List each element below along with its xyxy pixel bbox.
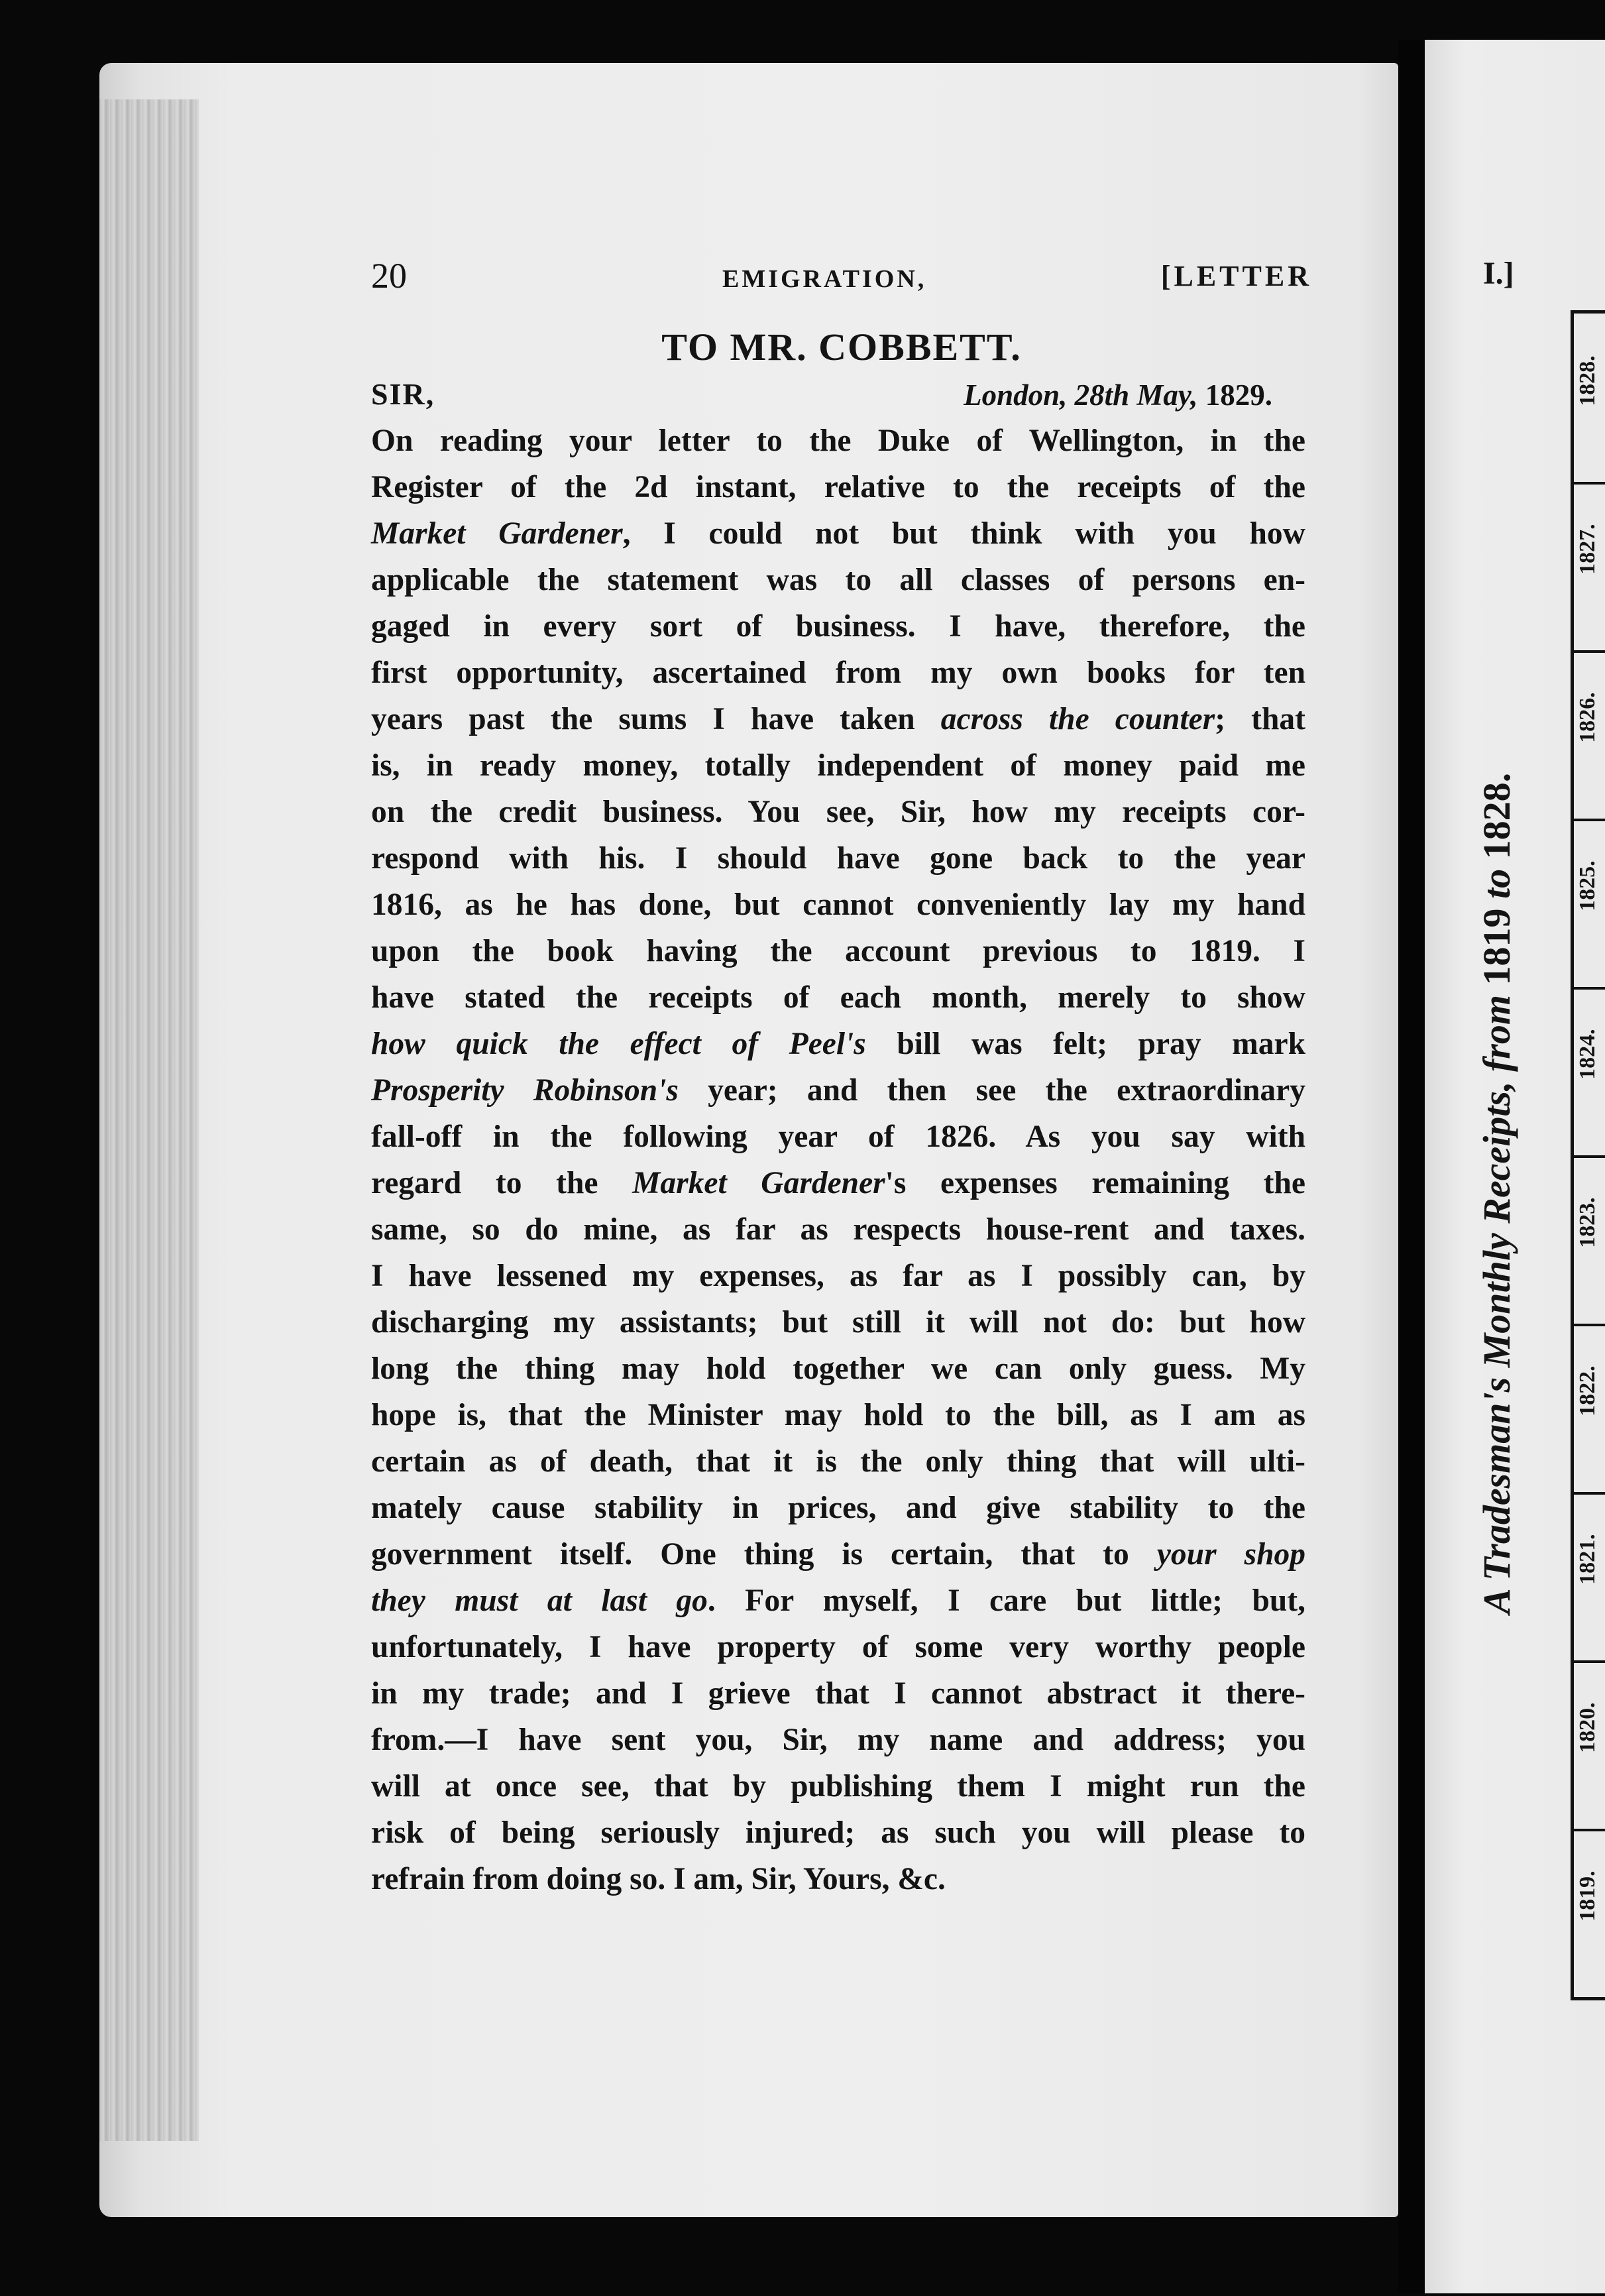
page-number: 20 xyxy=(371,256,407,296)
letter-body xyxy=(371,418,1305,1902)
dateline-year: 1829. xyxy=(1205,378,1272,412)
year-column-label: 1828. xyxy=(1575,355,1600,406)
column-separator xyxy=(1574,1155,1605,1158)
year-column-label: 1823. xyxy=(1575,1197,1600,1248)
body-line: will at once see, that by publishing them I might run the xyxy=(371,1769,1305,1804)
year-column-label: 1824. xyxy=(1575,1029,1600,1080)
body-line: have stated the receipts of each month, merely to show xyxy=(371,980,1305,1015)
column-separator xyxy=(1574,1660,1605,1663)
body-line: same, so do mine, as far as respects house-rent and taxes. xyxy=(371,1212,1305,1247)
body-line: years past the sums I have taken across the counter; that xyxy=(371,702,1305,736)
body-line: 1816, as he has done, but cannot conveniently lay my hand xyxy=(371,888,1305,922)
column-separator xyxy=(1574,1829,1605,1831)
body-line: unfortunately, I have property of some very worthy people xyxy=(371,1630,1305,1664)
dateline xyxy=(914,378,1272,412)
body-line: certain as of death, that it is the only thing that will ulti- xyxy=(371,1444,1305,1479)
body-line: discharging my assistants; but still it will not do: but how xyxy=(371,1305,1305,1340)
caption-start-year: 1819 xyxy=(1475,908,1518,986)
body-line: how quick the effect of Peel's bill was felt; pray mark xyxy=(371,1027,1305,1061)
column-separator xyxy=(1574,1492,1605,1495)
salutation: SIR, xyxy=(371,377,435,411)
body-line: gaged in every sort of business. I have, therefore, the xyxy=(371,609,1305,644)
dateline-day: 28th May, xyxy=(1074,378,1198,412)
year-column-label: 1826. xyxy=(1575,692,1600,743)
body-line: respond with his. I should have gone back to the year xyxy=(371,841,1305,876)
column-separator xyxy=(1574,819,1605,821)
body-line: Market Gardener, I could not but think with you how xyxy=(371,516,1305,551)
body-line: fall-off in the following year of 1826. As you say with xyxy=(371,1119,1305,1154)
body-line: regard to the Market Gardener's expenses remaining the xyxy=(371,1166,1305,1200)
body-line: first opportunity, ascertained from my own books for ten xyxy=(371,656,1305,690)
body-line: long the thing may hold together we can only guess. My xyxy=(371,1351,1305,1386)
caption-end-year: 1828. xyxy=(1475,772,1518,859)
letter-heading: TO MR. COBBETT. xyxy=(661,325,1022,369)
body-line: on the credit business. You see, Sir, how my receipts cor- xyxy=(371,795,1305,829)
caption-part2: to xyxy=(1475,858,1518,909)
caption-part1: A Tradesman's Monthly Receipts, from xyxy=(1475,985,1518,1614)
running-title: EMIGRATION, xyxy=(722,265,927,293)
year-column-label: 1820. xyxy=(1575,1702,1600,1753)
body-line: applicable the statement was to all classes of persons en- xyxy=(371,563,1305,597)
column-separator xyxy=(1574,482,1605,485)
body-line: refrain from doing so. I am, Sir, Yours, &c. xyxy=(371,1862,946,1896)
year-column-label: 1819. xyxy=(1575,1870,1600,1922)
year-column-label: 1827. xyxy=(1575,524,1600,575)
body-line: mately cause stability in prices, and give stability to the xyxy=(371,1491,1305,1525)
body-line: risk of being seriously injured; as such you will please to xyxy=(371,1815,1305,1850)
body-line: government itself. One thing is certain, that to your shop xyxy=(371,1537,1305,1572)
column-separator xyxy=(1574,1324,1605,1326)
page-edges xyxy=(99,99,199,2141)
body-line: in my trade; and I grieve that I cannot abstract it there- xyxy=(371,1676,1305,1711)
right-page-marker: I.] xyxy=(1483,256,1514,291)
body-line: Prosperity Robinson's year; and then see the extraordinary xyxy=(371,1073,1306,1108)
body-line: upon the book having the account previous to 1819. I xyxy=(371,934,1305,968)
dateline-place: London, xyxy=(964,378,1068,412)
body-line: hope is, that the Minister may hold to the bill, as I am as xyxy=(371,1398,1305,1432)
running-letter: [LETTER xyxy=(1160,260,1312,292)
body-line: they must at last go. For myself, I care but little; but, xyxy=(371,1583,1306,1618)
receipts-table xyxy=(1571,310,1605,2000)
body-line: is, in ready money, totally independent of money paid me xyxy=(371,748,1305,783)
year-column-label: 1825. xyxy=(1575,860,1600,911)
body-line: Register of the 2d instant, relative to the receipts of the xyxy=(371,470,1305,504)
column-separator xyxy=(1574,650,1605,653)
table-caption xyxy=(1474,722,1521,1664)
body-line: On reading your letter to the Duke of Wellington, in the xyxy=(371,424,1305,458)
book-gutter xyxy=(1398,40,1425,2293)
year-column-label: 1821. xyxy=(1575,1534,1600,1585)
body-line: from.—I have sent you, Sir, my name and address; you xyxy=(371,1723,1305,1757)
year-column-label: 1822. xyxy=(1575,1365,1600,1416)
body-line: I have lessened my expenses, as far as I possibly can, by xyxy=(371,1259,1305,1293)
running-head xyxy=(371,255,1312,295)
column-separator xyxy=(1574,987,1605,990)
